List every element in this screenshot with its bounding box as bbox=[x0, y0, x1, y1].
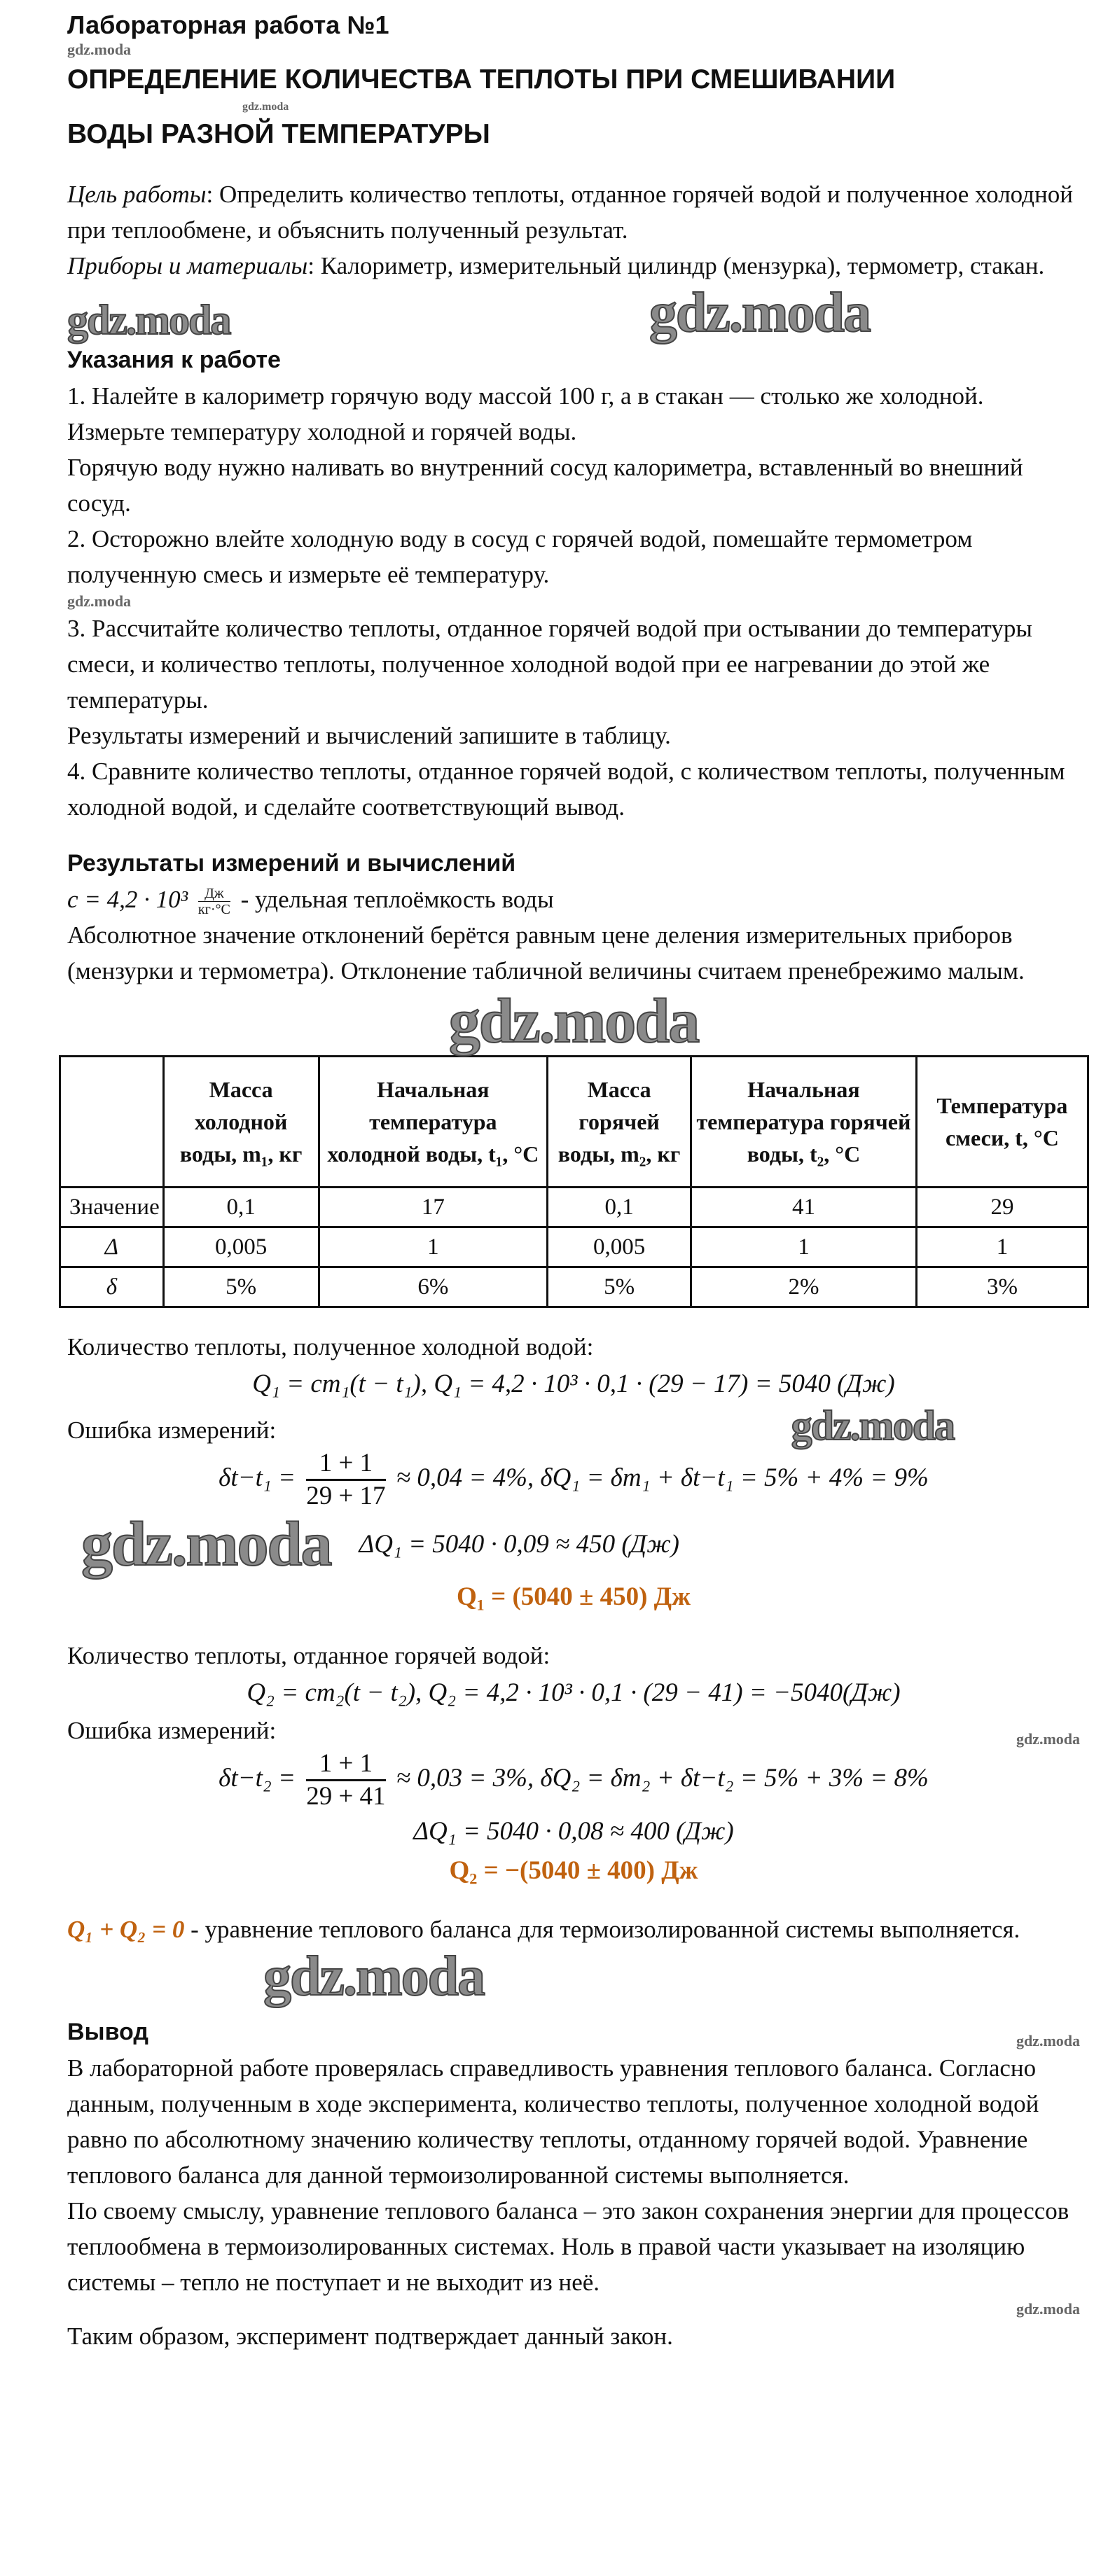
goal-text: : Определить количество теплоты, отданное горячей водой и полученное холодной при теплообмене, и объяснить полученный результат. bbox=[67, 181, 1073, 244]
c-formula: c = 4,2 · 10³ bbox=[67, 886, 188, 913]
watermark: gdz.moda bbox=[67, 592, 132, 610]
table-cell: 5% bbox=[163, 1267, 319, 1307]
results-heading: Результаты измерений и вычислений bbox=[67, 850, 516, 877]
instruction-line: 3. Рассчитайте количество теплоты, отданное горячей водой при остывании до температуры смеси, и количество теплоты, полученное холодной водой при ее нагревании до этой же температуры. bbox=[67, 615, 1032, 713]
conclusion bbox=[67, 2014, 1080, 2354]
conclusion-heading: Вывод bbox=[67, 2019, 148, 2046]
results-table bbox=[59, 1055, 1089, 1308]
table-cell: 3% bbox=[916, 1267, 1088, 1307]
watermark: gdz.moda bbox=[649, 282, 870, 344]
q2-abs-error: ΔQ₁ = 5040 · 0,08 ≈ 400 (Дж) bbox=[413, 1817, 734, 1846]
q2-label: Количество теплоты, отданное горячей водой: bbox=[67, 1642, 550, 1670]
c-unit-den: кг·°C bbox=[198, 902, 230, 918]
c-unit bbox=[198, 886, 230, 917]
q1-abs-error-row bbox=[67, 1509, 1080, 1579]
conclusion-paragraph: В лабораторной работе проверялась справедливость уравнения теплового баланса. Согласно данным, полученным в ходе эксперимента, количество теплоты, полученное холодной водой равно по абсолютному значению количеству теплоты, отданному горячей водой. Уравнение теплового баланса для данной термоизолированной системы выполняется. bbox=[67, 2054, 1039, 2189]
table-cell: 17 bbox=[319, 1187, 548, 1227]
q2-frac-den: 29 + 41 bbox=[306, 1782, 386, 1811]
table-row bbox=[60, 1267, 1088, 1307]
conclusion-heading-row bbox=[67, 2014, 1080, 2050]
q1-delta-lhs: δt−t₁ = bbox=[219, 1463, 296, 1492]
goal bbox=[67, 176, 1080, 248]
table-cell: 2% bbox=[691, 1267, 917, 1307]
table-cell: 29 bbox=[916, 1187, 1088, 1227]
table-cell: 41 bbox=[691, 1187, 917, 1227]
watermark: gdz.moda bbox=[791, 1402, 954, 1449]
equipment bbox=[67, 248, 1080, 284]
conclusion-paragraph: По своему смыслу, уравнение теплового баланса – это закон сохранения энергии для процессов теплообмена в термоизолированных системах. Ноль в правой части указывает на изоляцию системы – тепло не поступает и не выходит из неё. bbox=[67, 2197, 1069, 2297]
table-cell: 0,1 bbox=[548, 1187, 691, 1227]
q1-abs-error: ΔQ₁ = 5040 · 0,09 ≈ 450 (Дж) bbox=[359, 1530, 679, 1559]
watermark-row bbox=[67, 284, 1080, 342]
q2-delta-rhs: ≈ 0,03 = 3%, δQ₂ = δm₂ + δt−t₂ = 5% + 3% = 8% bbox=[396, 1764, 929, 1793]
q1-fraction bbox=[306, 1448, 385, 1512]
lab-label: Лабораторная работа №1 bbox=[67, 11, 389, 39]
watermark: gdz.moda bbox=[67, 41, 132, 58]
table-header: Масса горячей воды, m₂, кг bbox=[548, 1056, 691, 1187]
instructions bbox=[67, 342, 1080, 825]
table-cell: 1 bbox=[916, 1227, 1088, 1267]
q1-relative-error bbox=[67, 1448, 1080, 1512]
table-cell: Δ bbox=[60, 1227, 164, 1267]
q1-formula: Q₁ = cm₁(t − t₁), Q₁ = 4,2 · 10³ · 0,1 · (29 − 17) = 5040 (Дж) bbox=[252, 1369, 895, 1398]
watermark: gdz.moda bbox=[448, 987, 699, 1057]
table-cell: 0,005 bbox=[548, 1227, 691, 1267]
title-line-2: ВОДЫ РАЗНОЙ ТЕМПЕРАТУРЫ bbox=[67, 119, 490, 149]
q1-error-row bbox=[67, 1404, 1080, 1448]
table-cell: δ bbox=[60, 1267, 164, 1307]
table-cell: 0,1 bbox=[163, 1187, 319, 1227]
q2-result: Q₂ = −(5040 ± 400) Дж bbox=[449, 1856, 698, 1886]
table-row bbox=[60, 1227, 1088, 1267]
q1-label: Количество теплоты, полученное холодной водой: bbox=[67, 1332, 594, 1360]
watermark: gdz.moda bbox=[81, 1509, 331, 1579]
watermark: gdz.moda bbox=[67, 297, 230, 343]
equip-label: Приборы и материалы bbox=[67, 252, 308, 279]
table-cell: 1 bbox=[319, 1227, 548, 1267]
q1-delta-rhs: ≈ 0,04 = 4%, δQ₁ = δm₁ + δt−t₁ = 5% + 4% = 9% bbox=[396, 1463, 929, 1492]
intro bbox=[67, 176, 1080, 284]
q2-fraction bbox=[306, 1748, 385, 1812]
balance-text: - уравнение теплового баланса для термоизолированной системы выполняется. bbox=[184, 1916, 1020, 1944]
page-title bbox=[67, 59, 1080, 155]
q1-error-label: Ошибка измерений: bbox=[67, 1416, 277, 1444]
goal-label: Цель работы bbox=[67, 181, 207, 208]
watermark: gdz.moda bbox=[263, 1946, 485, 2008]
table-header: Начальная температура холодной воды, t₁, °C bbox=[319, 1056, 548, 1187]
heat-balance bbox=[67, 1912, 1080, 1947]
table-cell: 1 bbox=[691, 1227, 917, 1267]
q1-frac-den: 29 + 17 bbox=[306, 1481, 386, 1510]
watermark: gdz.moda bbox=[1016, 2300, 1080, 2318]
table-header bbox=[60, 1056, 164, 1187]
c-desc: - удельная теплоёмкость воды bbox=[234, 886, 554, 913]
results-section bbox=[67, 846, 1080, 989]
watermark: gdz.moda bbox=[1016, 2032, 1080, 2050]
table-header: Начальная температура горячей воды, t₂, °C bbox=[691, 1056, 917, 1187]
instruction-line: 1. Налейте в калориметр горячую воду массой 100 г, а в стакан — столько же холодной. Измерьте температуру холодной и горячей воды. bbox=[67, 382, 984, 445]
q1-frac-num: 1 + 1 bbox=[306, 1448, 385, 1481]
table-header: Температура смеси, t, °C bbox=[916, 1056, 1088, 1187]
instruction-line: 2. Осторожно влейте холодную воду в сосуд с горячей водой, помешайте термометром полученную смесь и измерьте её температуру. bbox=[67, 525, 973, 588]
q1-result: Q₁ = (5040 ± 450) Дж bbox=[457, 1582, 691, 1612]
conclusion-paragraph: Таким образом, эксперимент подтверждает данный закон. bbox=[67, 2323, 673, 2351]
table-cell: Значение bbox=[60, 1187, 164, 1227]
watermark: gdz.moda bbox=[242, 101, 289, 113]
instruction-line: Результаты измерений и вычислений запишите в таблицу. bbox=[67, 722, 671, 749]
table-cell: 0,005 bbox=[163, 1227, 319, 1267]
title-line-1: ОПРЕДЕЛЕНИЕ КОЛИЧЕСТВА ТЕПЛОТЫ ПРИ СМЕШИВАНИИ bbox=[67, 64, 896, 95]
equip-text: : Калориметр, измерительный цилиндр (мензурка), термометр, стакан. bbox=[307, 252, 1045, 279]
q2-error-row bbox=[67, 1713, 1080, 1748]
table-header: Масса холодной воды, m₁, кг bbox=[163, 1056, 319, 1187]
balance-formula: Q₁ + Q₂ = 0 bbox=[67, 1916, 185, 1944]
watermark: gdz.moda bbox=[1016, 1730, 1080, 1748]
table-header-row bbox=[60, 1056, 1088, 1187]
q2-delta-lhs: δt−t₂ = bbox=[219, 1764, 296, 1793]
q2-relative-error bbox=[67, 1748, 1080, 1812]
q2-error-label: Ошибка измерений: bbox=[67, 1717, 277, 1745]
deviation-note: Абсолютное значение отклонений берётся равным цене деления измерительных приборов (мензурки и термометра). Отклонение табличной величины считаем пренебрежимо малым. bbox=[67, 921, 1025, 985]
table-cell: 6% bbox=[319, 1267, 548, 1307]
q2-frac-num: 1 + 1 bbox=[306, 1748, 385, 1781]
instruction-line: 4. Сравните количество теплоты, отданное горячей водой, с количеством теплоты, полученным холодной водой, и сделайте соответствующий вывод. bbox=[67, 758, 1065, 821]
table-cell: 5% bbox=[548, 1267, 691, 1307]
instructions-heading: Указания к работе bbox=[67, 347, 281, 373]
c-unit-num: Дж bbox=[198, 886, 230, 902]
q2-formula: Q₂ = cm₂(t − t₂), Q₂ = 4,2 · 10³ · 0,1 · (29 − 41) = −5040(Дж) bbox=[247, 1678, 901, 1708]
specific-heat bbox=[67, 882, 1080, 917]
table-row bbox=[60, 1187, 1088, 1227]
instruction-line: Горячую воду нужно наливать во внутренний сосуд калориметра, вставленный во внешний сосуд. bbox=[67, 454, 1023, 517]
